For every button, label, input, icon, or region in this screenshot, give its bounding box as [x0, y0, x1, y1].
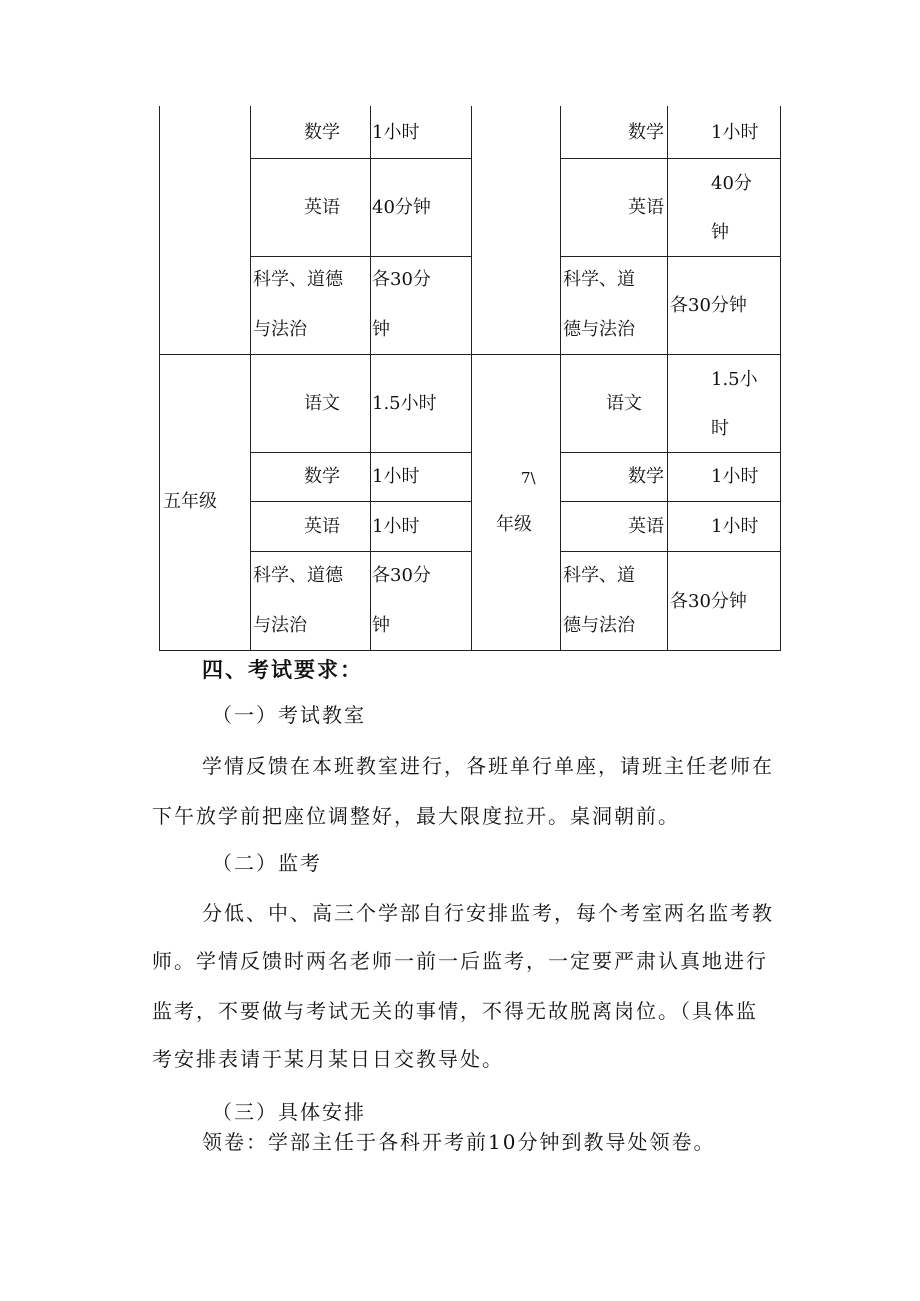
- table-cell-subject: 德与法治: [563, 615, 635, 636]
- subsection-title: （一）考试教室: [212, 703, 366, 727]
- table-cell-duration: 各30分钟: [670, 295, 747, 316]
- table-cell-duration: 1小时: [372, 516, 420, 537]
- table-divider: [667, 106, 668, 651]
- table-cell-subject: 数学: [304, 122, 340, 143]
- table-cell-subject: 与法治: [253, 615, 307, 636]
- table-row-line: [560, 452, 781, 453]
- table-cell-subject: 语文: [304, 393, 340, 414]
- paragraph-line: 考安排表请于某月某日日交教导处。: [152, 1047, 504, 1071]
- table-cell-subject: 科学、道: [563, 565, 635, 586]
- table-cell-duration: 1.5小: [711, 369, 758, 390]
- table-row-line: [560, 501, 781, 502]
- table-cell-subject: 科学、道德: [253, 565, 343, 586]
- table-divider: [370, 106, 371, 651]
- table-cell-duration: 1小时: [711, 122, 759, 143]
- table-cell-subject: 德与法治: [563, 319, 635, 340]
- table-cell-grade: 年级: [496, 514, 532, 535]
- table-cell-duration: 40分钟: [372, 197, 431, 218]
- table-row-line: [250, 551, 471, 552]
- subsection-title: （二）监考: [212, 851, 322, 875]
- subsection-title: （三）具体安排: [212, 1100, 366, 1124]
- table-cell-subject: 数学: [304, 466, 340, 487]
- table-cell-duration: 钟: [372, 319, 390, 340]
- table-divider: [471, 106, 472, 651]
- table-cell-subject: 语文: [606, 393, 642, 414]
- paragraph-line: 师。学情反馈时两名老师一前一后监考，一定要严肃认真地进行: [152, 949, 768, 973]
- table-cell-subject: 英语: [628, 516, 664, 537]
- table-cell-subject: 英语: [628, 197, 664, 218]
- table-cell-duration: 钟: [711, 222, 729, 243]
- table-cell-subject: 科学、道德: [253, 269, 343, 290]
- table-row-line: [250, 256, 471, 257]
- table-cell-duration: 各30分: [372, 269, 431, 290]
- table-border-right: [780, 106, 781, 651]
- paragraph-line: 领卷：学部主任于各科开考前10分钟到教导处领卷。: [202, 1130, 716, 1154]
- table-border-bottom: [159, 650, 781, 651]
- table-cell-duration: 1小时: [372, 122, 420, 143]
- table-row-line: [250, 452, 471, 453]
- table-cell-subject: 科学、道: [563, 269, 635, 290]
- table-cell-duration: 各30分钟: [670, 591, 747, 612]
- paragraph-line: 学情反馈在本班教室进行，各班单行单座，请班主任老师在: [202, 754, 774, 778]
- table-cell-duration: 1小时: [711, 466, 759, 487]
- section-heading: 四、考试要求：: [202, 657, 363, 682]
- table-row-line: [560, 551, 781, 552]
- table-cell-duration: 时: [711, 418, 729, 439]
- table-cell-subject: 英语: [304, 516, 340, 537]
- table-cell-subject: 数学: [628, 466, 664, 487]
- table-row-line: [560, 158, 781, 159]
- table-cell-duration: 钟: [372, 615, 390, 636]
- table-group-line: [159, 354, 781, 355]
- table-cell-subject: 数学: [628, 122, 664, 143]
- table-cell-duration: 1小时: [711, 516, 759, 537]
- table-cell-duration: 1.5小时: [372, 393, 437, 414]
- table-cell-duration: 1小时: [372, 466, 420, 487]
- table-cell-grade-mark: 7\: [521, 469, 536, 487]
- table-cell-subject: 与法治: [253, 319, 307, 340]
- table-cell-duration: 各30分: [372, 565, 431, 586]
- table-divider: [250, 106, 251, 651]
- table-cell-subject: 英语: [304, 197, 340, 218]
- paragraph-line: 分低、中、高三个学部自行安排监考，每个考室两名监考教: [202, 901, 774, 925]
- table-row-line: [250, 501, 471, 502]
- table-divider: [560, 106, 561, 651]
- paragraph-line: 下午放学前把座位调整好，最大限度拉开。桌洞朝前。: [152, 804, 680, 828]
- table-border-left: [159, 106, 160, 651]
- paragraph-line: 监考，不要做与考试无关的事情，不得无故脱离岗位。（具体监: [152, 999, 758, 1023]
- table-cell-duration: 40分: [711, 173, 752, 194]
- table-row-line: [560, 256, 781, 257]
- table-row-line: [250, 158, 471, 159]
- table-cell-grade: 五年级: [163, 491, 217, 512]
